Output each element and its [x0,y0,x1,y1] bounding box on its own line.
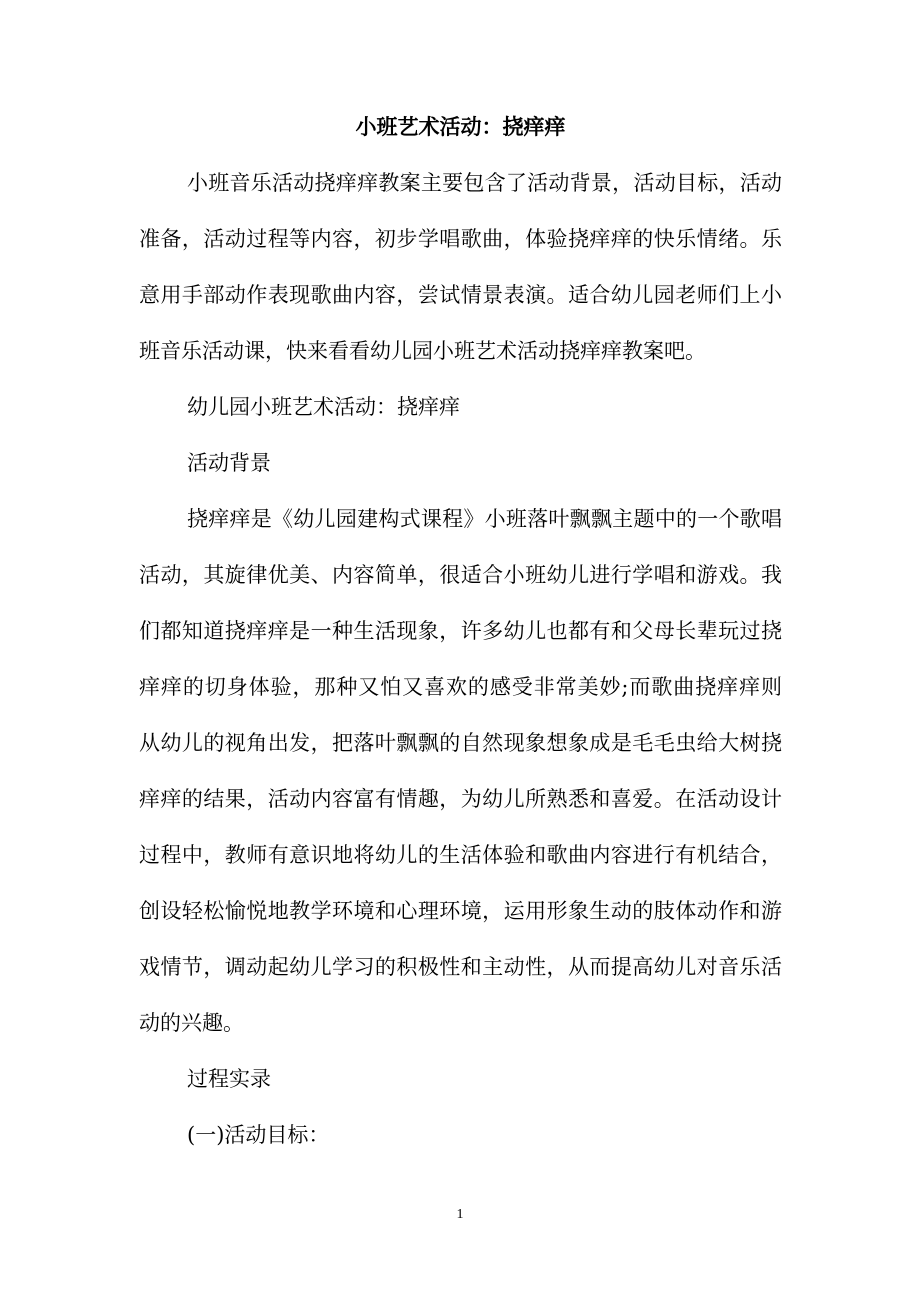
paragraph-line: 意用手部动作表现歌曲内容，尝试情景表演。适合幼儿园老师们上小 [139,283,782,307]
paragraph-line: 们都知道挠痒痒是一种生活现象，许多幼儿也都有和父母长辈玩过挠 [139,619,782,643]
paragraph-line: 创设轻松愉悦地教学环境和心理环境，运用形象生动的肢体动作和游 [139,899,782,923]
section-heading-process: 过程实录 [187,1067,271,1091]
paragraph-line: 小班音乐活动挠痒痒教案主要包含了活动背景，活动目标，活动 [187,171,782,195]
paragraph-line: 班音乐活动课，快来看看幼儿园小班艺术活动挠痒痒教案吧。 [139,339,706,363]
paragraph-line: 活动，其旋律优美、内容简单，很适合小班幼儿进行学唱和游戏。我 [139,563,782,587]
paragraph-line: 痒痒的结果，活动内容富有情趣，为幼儿所熟悉和喜爱。在活动设计 [139,787,782,811]
document-title: 小班艺术活动：挠痒痒 [355,114,566,139]
paragraph-line: 戏情节，调动起幼儿学习的积极性和主动性，从而提高幼儿对音乐活 [139,955,782,979]
section-heading-background: 活动背景 [187,451,271,475]
subtitle: 幼儿园小班艺术活动：挠痒痒 [187,395,460,419]
paragraph-line: 挠痒痒是《幼儿园建构式课程》小班落叶飘飘主题中的一个歌唱 [187,507,782,531]
intro-paragraph [139,155,782,379]
paragraph-line: 动的兴趣。 [139,1011,244,1035]
background-paragraph [139,491,782,1051]
section-heading-goals: (一)活动目标： [187,1123,330,1147]
document-page [139,99,782,1163]
paragraph-line: 从幼儿的视角出发，把落叶飘飘的自然现象想象成是毛毛虫给大树挠 [139,731,782,755]
paragraph-line: 痒痒的切身体验，那种又怕又喜欢的感受非常美妙;而歌曲挠痒痒则 [139,675,782,699]
page-number: 1 [456,1207,464,1222]
paragraph-line: 过程中，教师有意识地将幼儿的生活体验和歌曲内容进行有机结合， [139,843,782,867]
paragraph-line: 准备，活动过程等内容，初步学唱歌曲，体验挠痒痒的快乐情绪。乐 [139,227,782,251]
